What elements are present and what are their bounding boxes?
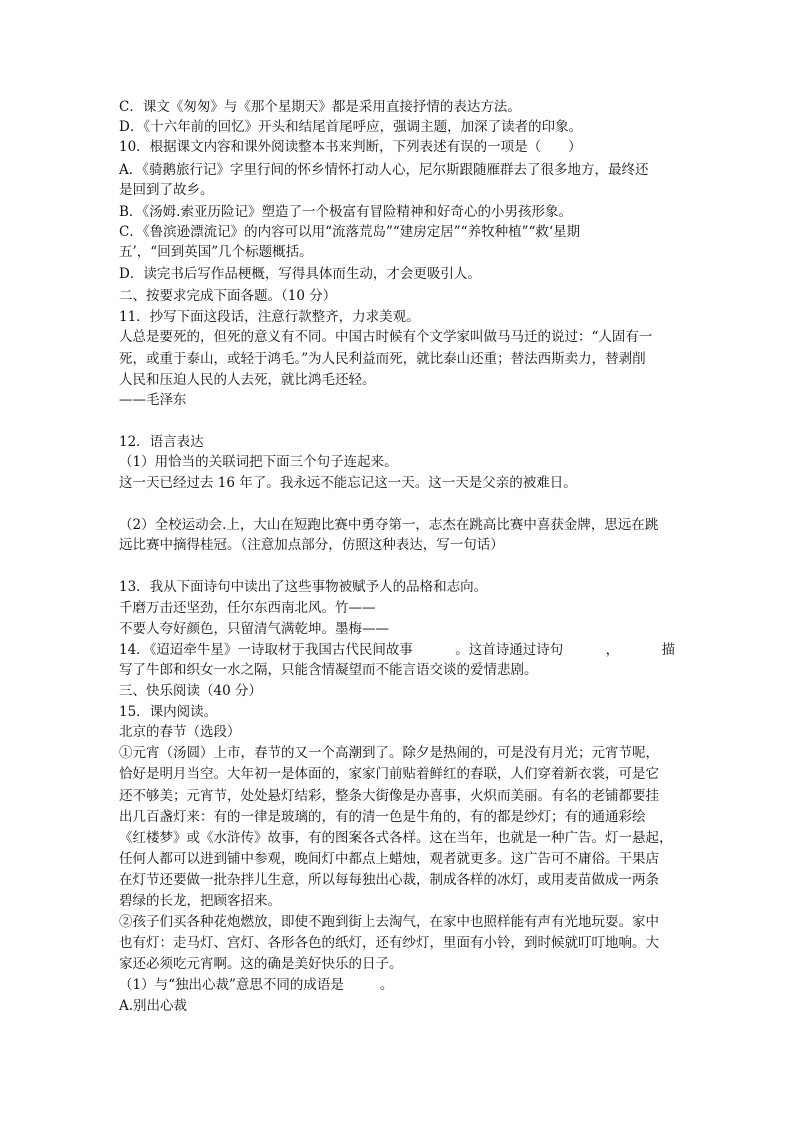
question-12-sentences: 这一天已经过去 16 年了。我永远不能忘记这一天。这一天是父亲的被难日。 <box>119 475 577 491</box>
passage-p2-line2: 也有灯：走马灯、宫灯、各形各色的纸灯，还有纱灯，里面有小铃，到时候就叮叮地响。大 <box>119 935 659 951</box>
section-three-heading: 三、快乐阅读（40 分） <box>119 683 262 699</box>
question-12-part1: （1）用恰当的关联词把下面三个句子连起来。 <box>119 454 398 470</box>
quote-line3: 人民和压迫人民的人去死，就比鸿毛还轻。 <box>119 372 376 388</box>
quote-line1: 人总是要死的，但死的意义有不同。中国古时候有个文学家叫做马马迁的说过：“人固有一 <box>119 329 653 345</box>
question-14-text-b: 。这首诗通过诗句 <box>455 642 564 658</box>
passage-title: 北京的春节（选段） <box>119 724 241 740</box>
option-a-q10-line2: 是回到了故乡。 <box>119 182 214 198</box>
question-12-part2-line1: （2）全校运动会.上，大山在短跑比赛中勇夺第一，志杰在跳高比赛中喜获金牌，思远在跳 <box>119 517 659 533</box>
passage-p1-line6: 任何人都可以进到铺中参观，晚间灯中都点上蜡烛，观者就更多。这广告可不庸俗。干果店 <box>119 851 659 867</box>
question-13: 13．我从下面诗句中读出了这些事物被赋予人的品格和志向。 <box>119 579 488 595</box>
poem-line-bamboo: 千磨万击还坚劲，任尔东西南北风。竹—— <box>119 600 376 616</box>
passage-p1-line4: 出几百盏灯来：有的一律是玻璃的，有的清一色是牛角的，有的都是纱灯；有的通通彩绘 <box>119 809 646 825</box>
question-14-text-d: 描 <box>661 642 675 658</box>
passage-p1-line2: 恰好是明月当空。大年初一是体面的，家家门前贴着鲜红的春联，人们穿着新衣裳，可是它 <box>119 766 659 782</box>
question-10: 10．根据课文内容和课外阅读整本书来判断，下列表述有误的一项是（ ） <box>119 139 582 155</box>
passage-p1-line7: 在灯节还要做一批杂拌儿生意，所以每每独出心裁，制成各样的冰灯，或用麦苗做成一两条 <box>119 872 659 888</box>
question-14-text-c: ， <box>605 642 620 658</box>
question-14-text-a: 14．《迢迢牵牛星》一诗取材于我国古代民间故事 <box>119 642 413 658</box>
passage-p1-line5: 《红楼梦》或《水浒传》故事，有的图案各式各样。这在当年，也就是一种广告。灯一悬起， <box>119 830 673 846</box>
option-a-q15: A.别出心裁 <box>119 998 188 1014</box>
option-a-q10-line1: A．《骑鹅旅行记》字里行间的怀乡情怀打动人心，尼尔斯跟随雁群去了很多地方，最终还 <box>119 162 649 178</box>
quote-author: ——毛泽东 <box>119 392 187 408</box>
question-15-part1-end: 。 <box>379 977 394 993</box>
quote-line2: 死，或重于泰山，或轻于鸿毛。”为人民利益而死，就比泰山还重；替法西斯卖力，替剥削 <box>119 351 646 367</box>
question-12: 12．语言表达 <box>119 434 204 450</box>
option-c-q10-line2: 五’，“回到英国”几个标题概括。 <box>119 244 313 260</box>
question-15-part1 <box>119 975 393 995</box>
passage-p1-line3: 还不够美；元宵节，处处悬灯结彩，整条大街像是办喜事，火炽而美丽。有名的老铺都要挂 <box>119 788 659 804</box>
question-14-line1 <box>119 640 675 660</box>
passage-p2-line1: ②孩子们买各种花炮燃放，即使不跑到街上去淘气，在家中也照样能有声有光地玩耍。家中 <box>119 914 659 930</box>
passage-p1-line8: 碧绿的长龙，把顾客招来。 <box>119 893 281 909</box>
poem-line-plum: 不要人夸好颜色，只留清气满乾坤。墨梅—— <box>119 621 389 637</box>
question-14-line2: 写了牛郎和织女一水之隔，只能含情凝望而不能言语交谈的爱情悲剧。 <box>119 662 538 678</box>
passage-p1-line1: ①元宵（汤圆）上市，春节的又一个高潮到了。除夕是热闹的，可是没有月光；元宵节呢， <box>119 745 659 761</box>
question-11: 11．抄写下面这段话，注意行款整齐，力求美观。 <box>119 309 420 325</box>
passage-p2-line3: 家还必须吃元宵啊。这的确是美好快乐的日子。 <box>119 956 403 972</box>
question-15-part1-text: （1）与“独出心裁”意思不同的成语是 <box>119 977 344 993</box>
option-d-q9: D．《十六年前的回忆》开头和结尾首尾呼应，强调主题，加深了读者的印象。 <box>119 119 583 135</box>
option-d-q10: D．读完书后写作品梗概，写得具体而生动，才会更吸引人。 <box>119 266 481 282</box>
question-12-part2-line2: 远比赛中摘得桂冠。（注意加点部分，仿照这种表达，写一句话） <box>119 537 504 553</box>
section-two-heading: 二、按要求完成下面各题。（10 分） <box>119 288 337 304</box>
option-b-q10: B．《汤姆.索亚历险记》塑造了一个极富有冒险精神和好奇心的小男孩形象。 <box>119 204 572 220</box>
question-15: 15．课内阅读。 <box>119 704 218 720</box>
option-c-q9: C．课文《匆匆》与《那个星期天》都是采用直接抒情的表达方法。 <box>119 99 521 115</box>
option-c-q10-line1: C．《鲁滨逊漂流记》的内容可以用“流落荒岛”“建房定居”“养牧种植”“救‘星期 <box>119 224 581 240</box>
